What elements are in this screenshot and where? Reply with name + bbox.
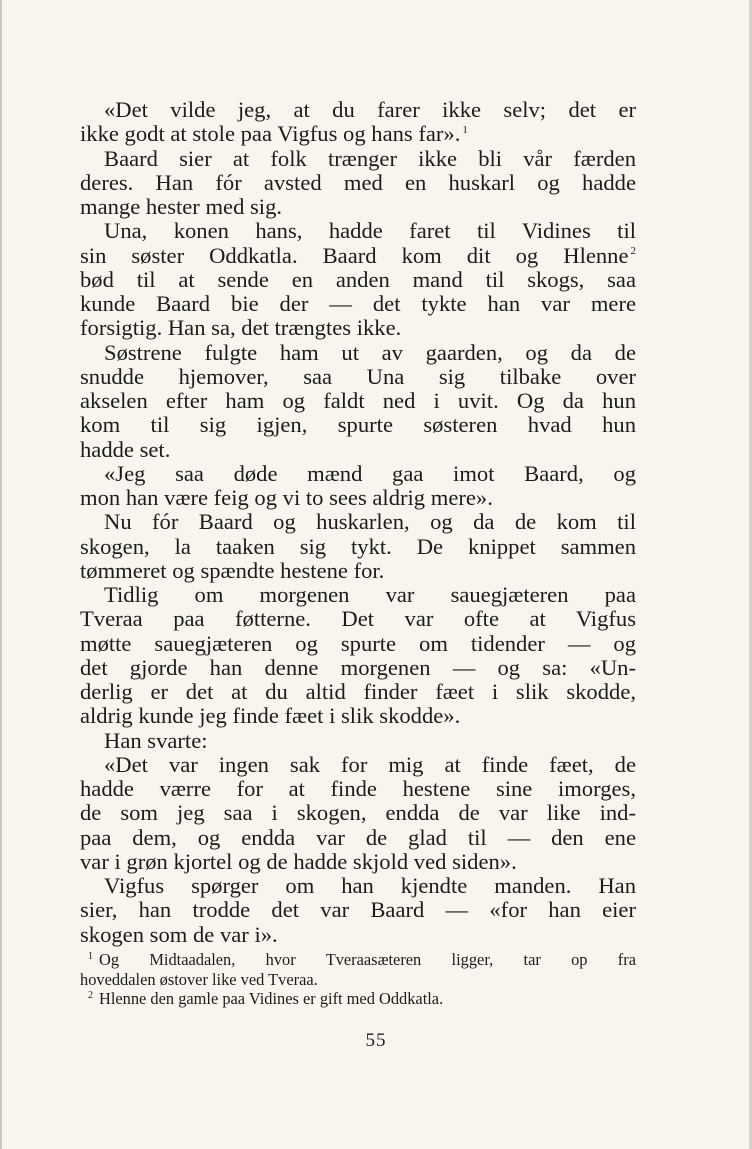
text-line-content: mange hester med sig. [80,194,283,219]
text-line [80,462,636,486]
page-edge-left [0,0,2,1149]
text-line [80,729,636,753]
footnote-number: 2 [88,989,93,1001]
text-line-content: «Det vilde jeg, at du farer ikke selv; det er [104,97,636,122]
text-line-content: skogen, la taaken sig tykt. De knippet sammen [80,533,636,559]
text-line-content: det gjorde han denne morgenen — og sa: «Un- [80,654,636,680]
text-line [80,826,636,850]
text-line-content: skogen som de var i». [80,921,278,947]
footnote-number: 1 [88,950,93,962]
text-line [80,753,636,777]
text-line [80,923,636,947]
footnotes-block [80,950,636,1009]
text-line-content: Nu fór Baard og huskarlen, og da de kom til [104,509,636,535]
footnote-line [80,950,636,970]
text-line [80,850,636,874]
footnote-text: hoveddalen østover like ved Tveraa. [80,969,318,989]
text-line [80,583,636,607]
text-line [80,219,636,243]
text-line [80,486,636,510]
page-number: 55 [365,1030,387,1051]
text-line [80,777,636,801]
text-line [80,656,636,680]
text-line [80,316,636,340]
text-line-content: var i grøn kjortel og de hadde skjold ved siden». [80,848,517,874]
text-line [80,341,636,365]
footnote-text: Hlenne den gamle paa Vidines er gift med Oddkatla. [99,989,444,1008]
text-line-content: hadde set. [80,436,171,462]
text-line [80,874,636,898]
text-line [80,559,636,583]
text-line-content: kunde Baard bie der — det tykte han var mere [80,291,636,316]
footnote-line [80,989,636,1009]
text-line [80,607,636,631]
text-line [80,535,636,559]
text-line-content: deres. Han fór avsted med en huskarl og hadde [80,169,636,195]
text-line-content: møtte sauegjæteren og spurte om tidender — og [80,630,636,656]
text-line [80,122,636,146]
text-line [80,98,636,122]
text-line-content: «Jeg saa døde mænd gaa imot Baard, og [104,460,636,486]
text-line [80,510,636,534]
text-line-content: sin søster Oddkatla. Baard kom dit og Hlenne [80,242,629,268]
text-line-content: hadde værre for at finde hestene sine imorges, [80,776,636,801]
text-line [80,704,636,728]
text-line-content: snudde hjemover, saa Una sig tilbake over [80,363,636,389]
text-line [80,389,636,413]
text-line-content: Søstrene fulgte ham ut av gaarden, og da de [104,339,636,365]
text-line-content: paa dem, og endda var de glad til — den ene [80,824,636,850]
text-line [80,147,636,171]
text-line-content: sier, han trodde det var Baard — «for han eier [80,897,636,923]
text-line-content: forsigtig. Han sa, det trængtes ikke. [80,315,402,341]
text-line [80,801,636,825]
footnote-text: Og Midtaadalen, hvor Tveraasæteren ligger, tar op fra [99,950,636,969]
text-line-content: akselen efter ham og faldt ned i uvit. Og da hun [80,388,636,413]
text-line [80,898,636,922]
main-text-block [80,98,636,947]
text-line [80,195,636,219]
footnote-line [80,970,636,990]
text-line-content: ikke godt at stole paa Vigfus og hans far». [80,121,461,147]
text-line-content: mon han være feig og vi to sees aldrig mere». [80,485,493,510]
text-line-content: derlig er det at du altid finder fæet i slik skodde, [80,679,636,704]
text-line-content: aldrig kunde jeg finde fæet i slik skodde». [80,703,461,729]
text-line-content: tømmeret og spændte hestene for. [80,557,385,583]
text-line-content: Una, konen hans, hadde faret til Vidines til [104,218,636,244]
text-line [80,413,636,437]
text-line-content: «Det var ingen sak for mig at finde fæet, de [104,751,636,777]
text-line-content: Tveraa paa føtterne. Det var ofte at Vigfus [80,606,636,632]
text-line-content: Tidlig om morgenen var sauegjæteren paa [104,582,636,607]
text-line-content: bød til at sende en anden mand til skogs, saa [80,266,636,292]
text-line [80,680,636,704]
text-line [80,292,636,316]
text-line [80,365,636,389]
text-line-content: kom til sig igjen, spurte søsteren hvad hun [80,412,636,438]
text-line [80,632,636,656]
text-line [80,438,636,462]
text-line [80,268,636,292]
text-line-content: de som jeg saa i skogen, endda de var like ind- [80,800,636,826]
footnote-reference: 1 [462,123,468,136]
text-line-content: Vigfus spørger om han kjendte manden. Han [104,873,636,898]
text-line-content: Han svarte: [104,727,208,753]
text-line [80,244,636,268]
footnote-reference: 2 [630,244,636,257]
text-line [80,171,636,195]
text-line-content: Baard sier at folk trænger ikke bli vår færden [104,145,636,171]
